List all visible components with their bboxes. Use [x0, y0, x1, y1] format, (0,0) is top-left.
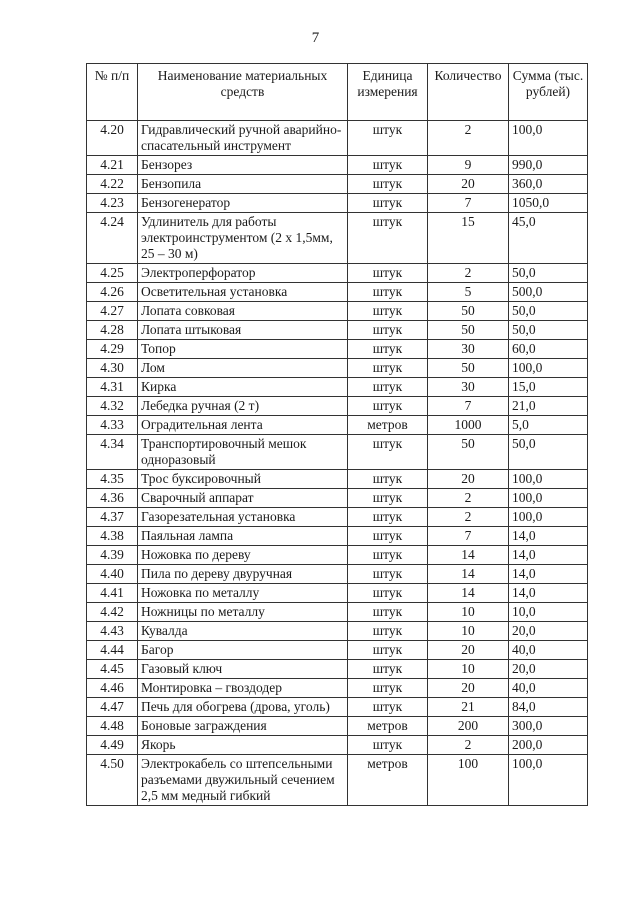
cell-name: Кирка [138, 378, 348, 397]
cell-name: Бензорез [138, 156, 348, 175]
cell-sum: 100,0 [509, 508, 588, 527]
table-row [87, 302, 588, 321]
cell-sum: 100,0 [509, 755, 588, 806]
cell-sum: 50,0 [509, 264, 588, 283]
cell-name: Удлинитель для работы электроинструментом (2 х 1,5мм, 25 – 30 м) [138, 213, 348, 264]
cell-sum: 45,0 [509, 213, 588, 264]
cell-qty: 1000 [428, 416, 509, 435]
table-row [87, 264, 588, 283]
cell-sum: 50,0 [509, 435, 588, 470]
header-sum: Сумма (тыс. рублей) [509, 64, 588, 121]
table-row [87, 755, 588, 806]
cell-qty: 10 [428, 622, 509, 641]
header-unit: Единица измерения [348, 64, 428, 121]
header-qty: Количество [428, 64, 509, 121]
cell-qty: 14 [428, 565, 509, 584]
cell-num: 4.31 [87, 378, 138, 397]
cell-num: 4.38 [87, 527, 138, 546]
cell-sum: 40,0 [509, 679, 588, 698]
cell-name: Бензопила [138, 175, 348, 194]
cell-sum: 20,0 [509, 622, 588, 641]
cell-sum: 300,0 [509, 717, 588, 736]
cell-qty: 20 [428, 470, 509, 489]
cell-num: 4.45 [87, 660, 138, 679]
table-row [87, 508, 588, 527]
cell-sum: 84,0 [509, 698, 588, 717]
page-number: 7 [311, 30, 320, 46]
cell-name: Лом [138, 359, 348, 378]
cell-unit: метров [348, 416, 428, 435]
cell-num: 4.20 [87, 121, 138, 156]
cell-sum: 15,0 [509, 378, 588, 397]
cell-num: 4.26 [87, 283, 138, 302]
table-row [87, 194, 588, 213]
cell-unit: штук [348, 435, 428, 470]
cell-sum: 20,0 [509, 660, 588, 679]
cell-num: 4.43 [87, 622, 138, 641]
cell-name: Пила по дереву двуручная [138, 565, 348, 584]
table-row [87, 416, 588, 435]
cell-qty: 7 [428, 527, 509, 546]
cell-qty: 5 [428, 283, 509, 302]
cell-num: 4.50 [87, 755, 138, 806]
cell-unit: метров [348, 755, 428, 806]
cell-qty: 14 [428, 584, 509, 603]
cell-unit: штук [348, 736, 428, 755]
table-row [87, 121, 588, 156]
cell-sum: 40,0 [509, 641, 588, 660]
cell-name: Ножовка по металлу [138, 584, 348, 603]
cell-name: Оградительная лента [138, 416, 348, 435]
cell-qty: 2 [428, 264, 509, 283]
cell-unit: штук [348, 565, 428, 584]
cell-sum: 5,0 [509, 416, 588, 435]
cell-unit: штук [348, 546, 428, 565]
cell-qty: 30 [428, 340, 509, 359]
cell-name: Багор [138, 641, 348, 660]
cell-name: Транспортировочный мешок одноразовый [138, 435, 348, 470]
cell-sum: 60,0 [509, 340, 588, 359]
cell-num: 4.35 [87, 470, 138, 489]
cell-num: 4.41 [87, 584, 138, 603]
cell-sum: 14,0 [509, 546, 588, 565]
cell-qty: 30 [428, 378, 509, 397]
cell-name: Топор [138, 340, 348, 359]
cell-name: Паяльная лампа [138, 527, 348, 546]
table-row [87, 213, 588, 264]
cell-sum: 100,0 [509, 470, 588, 489]
cell-name: Лебедка ручная (2 т) [138, 397, 348, 416]
cell-qty: 50 [428, 359, 509, 378]
cell-qty: 20 [428, 175, 509, 194]
cell-unit: штук [348, 283, 428, 302]
cell-unit: штук [348, 584, 428, 603]
cell-sum: 50,0 [509, 321, 588, 340]
cell-num: 4.28 [87, 321, 138, 340]
table-row [87, 435, 588, 470]
cell-num: 4.29 [87, 340, 138, 359]
cell-qty: 9 [428, 156, 509, 175]
cell-qty: 50 [428, 435, 509, 470]
cell-qty: 20 [428, 641, 509, 660]
table-row [87, 470, 588, 489]
cell-sum: 50,0 [509, 302, 588, 321]
cell-name: Якорь [138, 736, 348, 755]
cell-unit: штук [348, 508, 428, 527]
cell-unit: штук [348, 264, 428, 283]
table-row [87, 736, 588, 755]
table-row [87, 321, 588, 340]
table-header-row [87, 64, 588, 121]
header-num: № п/п [87, 64, 138, 121]
cell-unit: штук [348, 603, 428, 622]
table-row [87, 679, 588, 698]
cell-sum: 21,0 [509, 397, 588, 416]
cell-qty: 7 [428, 397, 509, 416]
cell-qty: 15 [428, 213, 509, 264]
cell-qty: 20 [428, 679, 509, 698]
cell-unit: штук [348, 660, 428, 679]
cell-unit: штук [348, 121, 428, 156]
cell-num: 4.48 [87, 717, 138, 736]
cell-qty: 100 [428, 755, 509, 806]
cell-num: 4.44 [87, 641, 138, 660]
cell-name: Ножницы по металлу [138, 603, 348, 622]
cell-name: Печь для обогрева (дрова, уголь) [138, 698, 348, 717]
cell-num: 4.46 [87, 679, 138, 698]
cell-num: 4.40 [87, 565, 138, 584]
cell-name: Газовый ключ [138, 660, 348, 679]
cell-num: 4.34 [87, 435, 138, 470]
materials-table [86, 63, 588, 806]
cell-num: 4.33 [87, 416, 138, 435]
cell-num: 4.42 [87, 603, 138, 622]
cell-unit: штук [348, 359, 428, 378]
cell-unit: штук [348, 470, 428, 489]
cell-name: Гидравлический ручной аварийно-спасательный инструмент [138, 121, 348, 156]
cell-qty: 2 [428, 508, 509, 527]
cell-name: Бензогенератор [138, 194, 348, 213]
cell-name: Осветительная установка [138, 283, 348, 302]
cell-num: 4.23 [87, 194, 138, 213]
table-row [87, 340, 588, 359]
cell-sum: 500,0 [509, 283, 588, 302]
cell-sum: 14,0 [509, 527, 588, 546]
table-row [87, 603, 588, 622]
cell-qty: 10 [428, 603, 509, 622]
table-row [87, 698, 588, 717]
table-row [87, 527, 588, 546]
cell-sum: 360,0 [509, 175, 588, 194]
cell-num: 4.25 [87, 264, 138, 283]
cell-num: 4.36 [87, 489, 138, 508]
table-row [87, 175, 588, 194]
table-row [87, 378, 588, 397]
cell-sum: 200,0 [509, 736, 588, 755]
cell-qty: 2 [428, 489, 509, 508]
table-row [87, 717, 588, 736]
cell-unit: штук [348, 679, 428, 698]
cell-sum: 1050,0 [509, 194, 588, 213]
table-row [87, 283, 588, 302]
cell-sum: 10,0 [509, 603, 588, 622]
cell-name: Лопата штыковая [138, 321, 348, 340]
table-row [87, 622, 588, 641]
cell-sum: 100,0 [509, 489, 588, 508]
cell-name: Трос буксировочный [138, 470, 348, 489]
cell-name: Газорезательная установка [138, 508, 348, 527]
cell-qty: 10 [428, 660, 509, 679]
cell-name: Боновые заграждения [138, 717, 348, 736]
cell-name: Электроперфоратор [138, 264, 348, 283]
cell-sum: 14,0 [509, 584, 588, 603]
table-row [87, 641, 588, 660]
cell-qty: 2 [428, 121, 509, 156]
cell-unit: штук [348, 527, 428, 546]
cell-qty: 50 [428, 302, 509, 321]
cell-num: 4.39 [87, 546, 138, 565]
cell-sum: 990,0 [509, 156, 588, 175]
cell-qty: 50 [428, 321, 509, 340]
cell-unit: штук [348, 213, 428, 264]
cell-name: Сварочный аппарат [138, 489, 348, 508]
cell-unit: штук [348, 194, 428, 213]
cell-sum: 14,0 [509, 565, 588, 584]
cell-num: 4.32 [87, 397, 138, 416]
table-row [87, 660, 588, 679]
cell-name: Монтировка – гвоздодер [138, 679, 348, 698]
cell-name: Лопата совковая [138, 302, 348, 321]
cell-unit: штук [348, 698, 428, 717]
cell-num: 4.22 [87, 175, 138, 194]
cell-num: 4.21 [87, 156, 138, 175]
cell-unit: штук [348, 641, 428, 660]
cell-name: Электрокабель со штепсельными разъемами двужильный сечением 2,5 мм медный гибкий [138, 755, 348, 806]
header-name: Наименование материальных средств [138, 64, 348, 121]
cell-num: 4.47 [87, 698, 138, 717]
cell-unit: штук [348, 321, 428, 340]
table-row [87, 489, 588, 508]
cell-qty: 14 [428, 546, 509, 565]
table-row [87, 359, 588, 378]
cell-unit: штук [348, 622, 428, 641]
cell-unit: штук [348, 340, 428, 359]
cell-sum: 100,0 [509, 121, 588, 156]
table-row [87, 156, 588, 175]
cell-unit: штук [348, 489, 428, 508]
cell-sum: 100,0 [509, 359, 588, 378]
cell-qty: 2 [428, 736, 509, 755]
cell-num: 4.37 [87, 508, 138, 527]
cell-name: Ножовка по дереву [138, 546, 348, 565]
cell-unit: штук [348, 378, 428, 397]
cell-unit: метров [348, 717, 428, 736]
cell-num: 4.24 [87, 213, 138, 264]
cell-num: 4.49 [87, 736, 138, 755]
table-row [87, 397, 588, 416]
cell-unit: штук [348, 397, 428, 416]
cell-unit: штук [348, 175, 428, 194]
table-row [87, 565, 588, 584]
table-row [87, 584, 588, 603]
table-row [87, 546, 588, 565]
cell-unit: штук [348, 302, 428, 321]
cell-qty: 200 [428, 717, 509, 736]
cell-num: 4.27 [87, 302, 138, 321]
cell-num: 4.30 [87, 359, 138, 378]
cell-unit: штук [348, 156, 428, 175]
cell-name: Кувалда [138, 622, 348, 641]
cell-qty: 7 [428, 194, 509, 213]
cell-qty: 21 [428, 698, 509, 717]
